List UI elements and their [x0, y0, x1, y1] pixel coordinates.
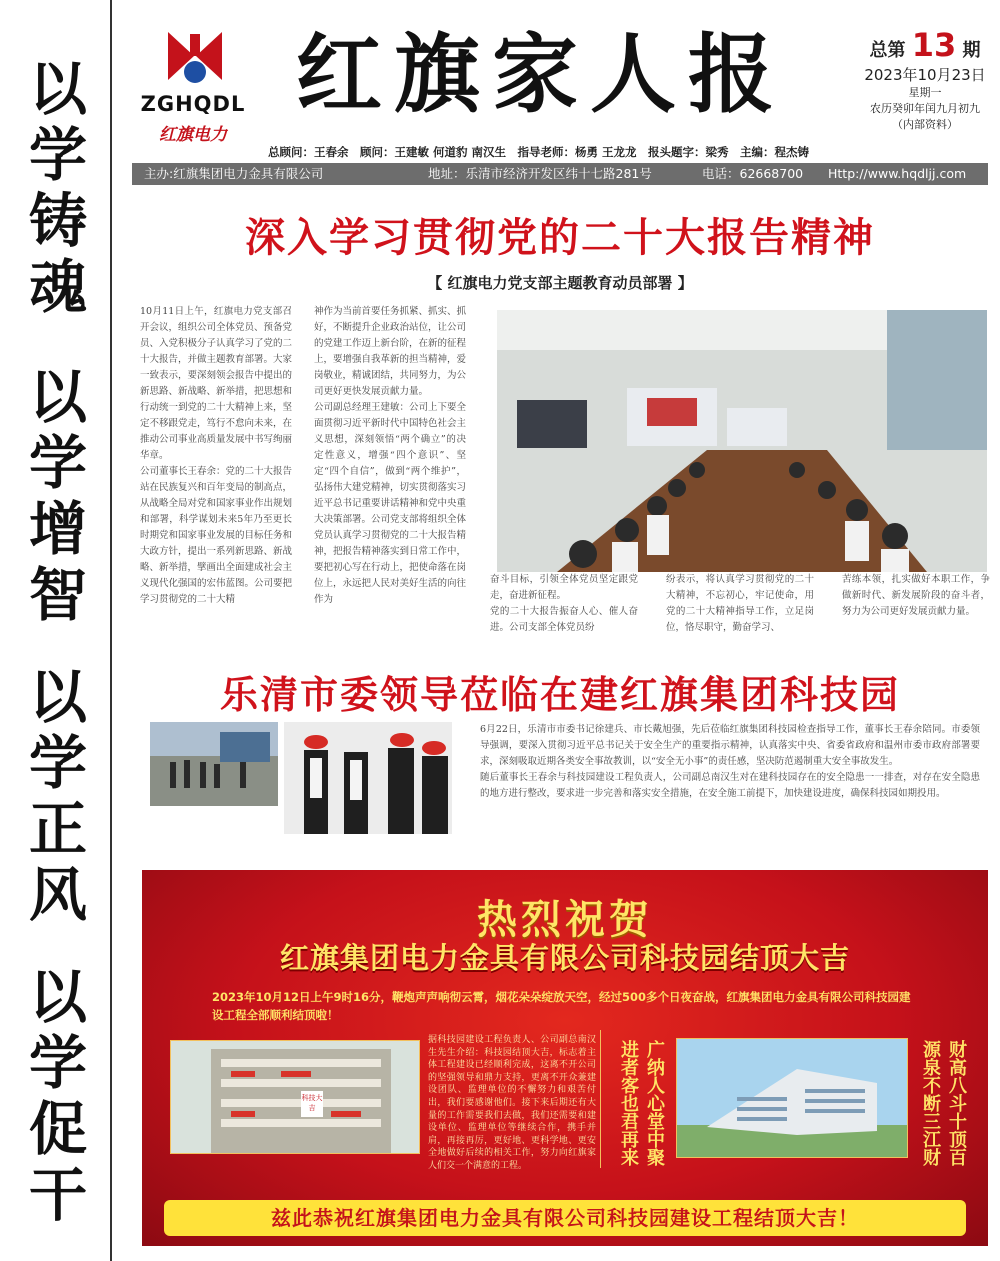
site-visit-photo-1 [150, 722, 278, 806]
banner-footer: 兹此恭祝红旗集团电力金具有限公司科技园建设工程结顶大吉！ [164, 1200, 966, 1236]
article1-column-5: 苦练本领，扎实做好本职工作，争做新时代、新发展阶段的奋斗者，努力为公司更好发展贡献力量。 [842, 574, 990, 617]
article1-column-1: 10月11日上午，红旗电力党支部召开会议，组织公司全体党员、预备党员、入党积极分子认真学习了党的二十大报告，并做主题教育部署。大家一致表示，要深刻领会报告中提出的新思路、新战略、新举措，把思想和行动统一到党的二十大精神上来，坚定不移跟党走，笃行不怠向未来，在推动公司事业高质量发展中书写绚丽华章。 公司董事长王春余：党的二十大报告站在民族复兴和百年变局的制高点，从战略全局对党和国家事业作出规划和部署，科学谋划未来5年乃至更长时期党和国家事业发展的目标任务和大政方针，提出一系列新思路、新战略、新举措，擘画出全面建成社会主义现代化强国的宏伟蓝图。公司要把学习贯彻党的二十大精 [140, 306, 293, 605]
article1-subheadline: 【 红旗电力党支部主题教育动员部署 】 [427, 274, 693, 292]
info-bar [132, 163, 988, 185]
address: 地址：乐清市经济开发区纬十七路281号 [428, 166, 652, 181]
issue-number-line: 总第 13 期 [869, 26, 981, 64]
article1-headline: 深入学习贯彻党的二十大报告精神 [245, 215, 875, 261]
website-link[interactable]: Http://www.hqdljj.com [828, 166, 967, 181]
banner-divider [600, 1030, 601, 1168]
site-visit-photo-2 [284, 722, 452, 834]
issue-number: 13 [911, 26, 957, 64]
slogan-2: 以 学 增 智 [28, 363, 87, 629]
logo-abbreviation: ZGHQDL [140, 92, 246, 116]
logo-chinese-name: 红旗电力 [159, 125, 227, 145]
banner-headline: 热烈祝贺 [477, 897, 653, 943]
article1-column-2: 神作为当前首要任务抓紧、抓实、抓好，不断提升企业政治站位，让公司的党建工作迈上新台阶，在新的征程上，要增强自我革新的担当精神，爱岗敬业，精诚团结，共同努力，为公司更好更快发展贡献力量。 公司副总经理王建敏：公司上下要全面贯彻习近平新时代中国特色社会主义思想，深刻领悟“两个确立”的决定性意义，增强“四个意识”、坚定“四个自信”，做到“两个维护”，弘扬伟大建党精神，切实贯彻落实习近平总书记重要讲话精神和党中央重大决策部署。公司党支部将组织全体党员认真学习贯彻党的二十大报告精神，把报告精神落实到日常工作中，要把初心写在行动上，把使命落在岗位上，永远把人民对美好生活的向往作为 [314, 306, 467, 605]
article1-column-4: 纷表示，将认真学习贯彻党的二十大精神，不忘初心，牢记使命，用党的二十大精神指导工作，立足岗位，恪尽职守，勤奋学习、 [666, 574, 814, 633]
article2-body: 6月22日，乐清市市委书记徐建兵、市长戴旭强，先后莅临红旗集团科技园检查指导工作，董事长王春余陪同。市委领导强调，要深入贯彻习近平总书记关于安全生产的重要指示精神，认真落实中央、省委省政府和温州市委市政府部署要求，深刻吸取近期各类安全事故教训，以“安全无小事”的责任感，坚决防范遏制重大安全事故发生。 随后董事长王春余与科技园建设工程负责人，公司副总南汉生对在建科技园存在的安全隐患一一排查，对存在安全隐患的地方进行整改，要求进一步完善和落实安全措施，在安全施工前提下，加快建设进度，确保科技园如期投用。 [480, 724, 980, 799]
slogan-4: 以 学 促 干 [28, 963, 87, 1229]
meeting-photo [497, 310, 987, 572]
issue-date: 2023年10月23日 [864, 66, 986, 84]
article2-headline: 乐清市委领导莅临在建红旗集团科技园 [219, 673, 900, 717]
staff-credits: 总顾问：王春余 顾问：王建敏 何道豹 南汉生 指导老师：杨勇 王龙龙 报头题字：梁秀 主编：程杰铸 [268, 145, 810, 159]
banner-description: 2023年10月12日上午9时16分，鞭炮声声响彻云霄，烟花朵朵绽放天空，经过500多个日夜奋战，红旗集团电力金具有限公司科技园建设工程全部顺利结顶啦！ [212, 990, 911, 1022]
slogan-3: 以 学 正 风 [28, 663, 87, 929]
issue-weekday: 星期一 [908, 86, 942, 99]
couplet-right-1: 财高八斗十顶百 [946, 1040, 967, 1166]
construction-site-photo [170, 1040, 420, 1154]
site-sign-text: 科技大吉 [301, 1094, 323, 1112]
issue-info [860, 26, 990, 133]
tech-park-rendering [676, 1038, 908, 1158]
article1-column-3: 奋斗目标，引领全体党员坚定跟党走，奋进新征程。 党的二十大报告振奋人心、催人奋进。公司支部全体党员纷 [490, 574, 638, 633]
couplet-right-2: 源泉不断三江财 [920, 1040, 941, 1166]
company-logo-icon [160, 28, 230, 88]
slogan-sidebar [4, 0, 112, 1261]
issue-lunar-date: 农历癸卯年闰九月初九 [870, 102, 980, 115]
banner-subheadline: 红旗集团电力金具有限公司科技园结顶大吉 [279, 941, 850, 975]
issue-internal-note: （内部资料） [892, 118, 958, 131]
celebration-banner [142, 870, 988, 1246]
phone: 电话：62668700 [702, 166, 804, 181]
banner-body-text: 据科技园建设工程负责人、公司副总南汉生先生介绍：科技园结顶大吉，标志着主体工程建设已经顺利完成，这离不开公司的坚强领导和鼎力支持，更离不开众兼建设团队、监理单位的不懈努力和艰苦付出，我们要感谢他们。接下来后期还有大量的工作需要我们去做，我们还需要和建设单位、监理单位等继续合作，携手并肩，再接再厉，更好地、更科学地、更安全地做好后续的相关工作，努力向红旗家人们交一个满意的工程。 [428, 1035, 596, 1171]
newspaper-title: 红旗家人报 [296, 24, 786, 125]
sponsor: 主办:红旗集团电力金具有限公司 [144, 166, 324, 181]
slogan-1: 以 学 铸 魂 [28, 55, 87, 321]
couplet-left-1: 进者客也君再来 [618, 1040, 639, 1166]
couplet-left-2: 广纳人心堂中聚 [644, 1040, 665, 1166]
